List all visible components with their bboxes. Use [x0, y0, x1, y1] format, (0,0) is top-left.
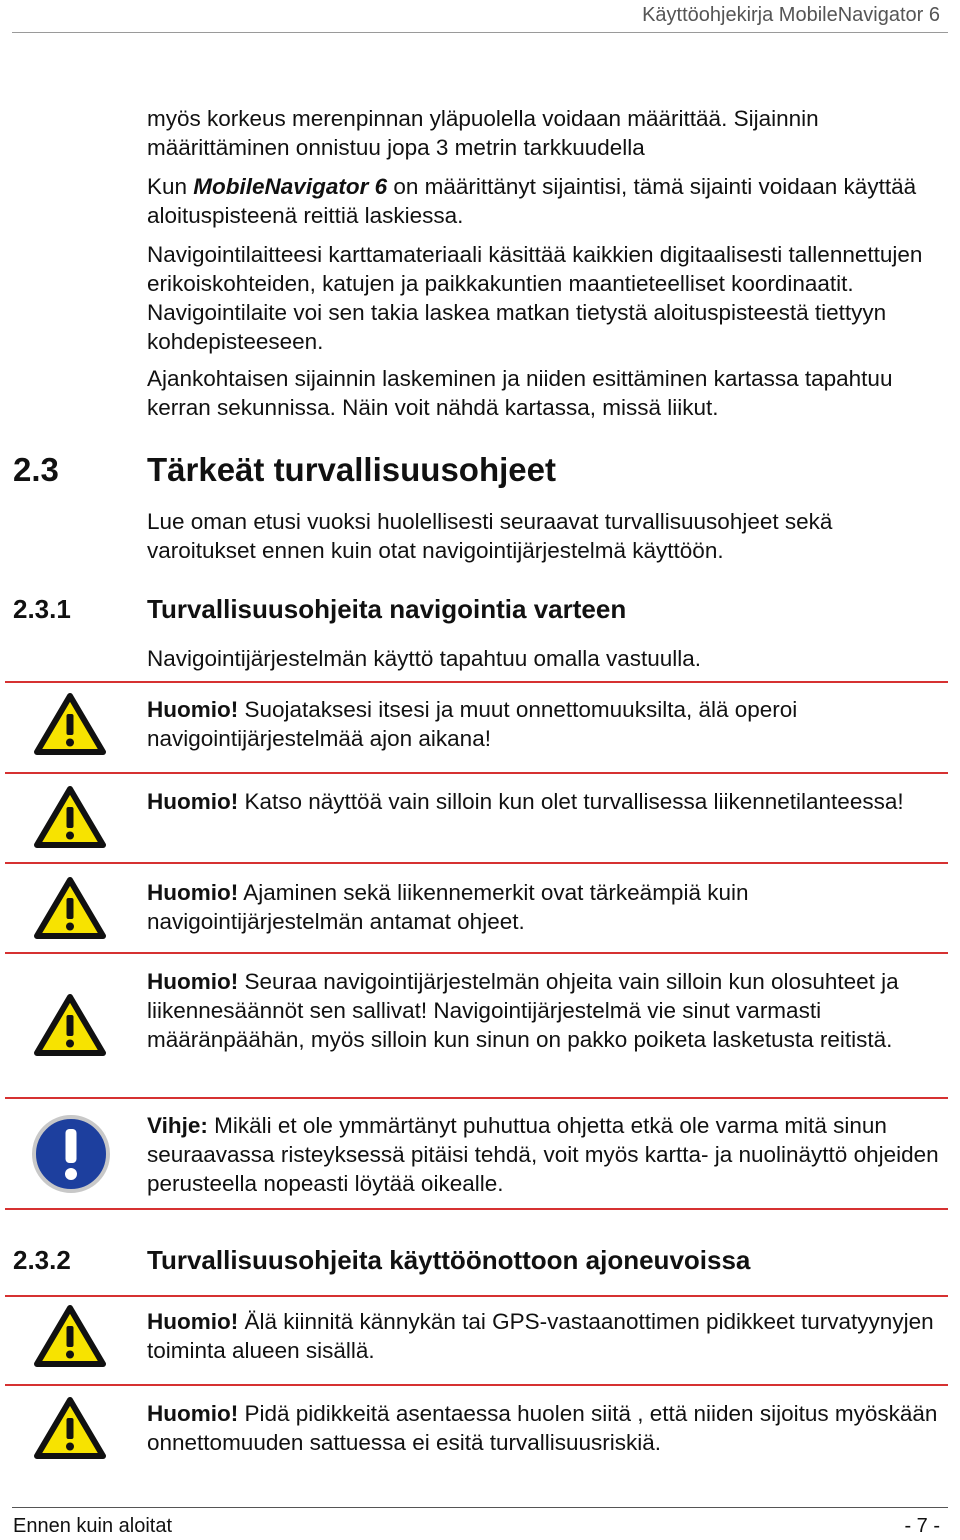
note-divider — [5, 1384, 948, 1386]
note-label: Huomio! — [147, 697, 239, 722]
section-2-3-2-title: Turvallisuusohjeita käyttöönottoon ajoneuvoissa — [147, 1245, 751, 1275]
note-text — [147, 695, 947, 753]
section-2-3-1-text: Navigointijärjestelmän käyttö tapahtuu omalla vastuulla. — [147, 646, 702, 671]
note-body: Katso näyttöä vain silloin kun olet turvallisessa liikennetilanteessa! — [238, 789, 904, 814]
section-2-3-title: Tärkeät turvallisuusohjeet — [147, 451, 556, 488]
product-name: MobileNavigator 6 — [193, 174, 388, 199]
footer-section-name: Ennen kuin aloitat — [13, 1515, 173, 1537]
section-2-3-text: Lue oman etusi vuoksi huolellisesti seuraavat turvallisuusohjeet sekä varoitukset ennen kuin otat navigointijärjestelmä käyttöön. — [147, 509, 833, 563]
note-body: Suojataksesi itsesi ja muut onnettomuuksilta, älä operoi navigointijärjestelmää ajon aikana! — [147, 697, 798, 751]
intro-p2-pre: Kun — [147, 174, 194, 199]
note-text — [147, 1399, 947, 1457]
section-2-3-1-title: Turvallisuusohjeita navigointia varteen — [147, 594, 627, 624]
header-rule — [12, 32, 948, 33]
note-text — [147, 1307, 947, 1365]
footer-rule — [12, 1507, 948, 1508]
intro-paragraph-4: Ajankohtaisen sijainnin laskeminen ja niiden esittäminen kartassa tapahtuu kerran sekunnissa. Näin voit nähdä kartassa, missä liikut. — [147, 366, 893, 420]
running-header: Käyttöohjekirja MobileNavigator 6 — [642, 4, 940, 26]
note-body: Pidä pidikkeitä asentaessa huolen siitä , että niiden sijoitus myöskään onnettomuuden sattuessa ei esitä turvallisuusriskiä. — [147, 1401, 938, 1455]
warning-triangle-icon — [34, 786, 106, 848]
note-divider — [5, 1208, 948, 1210]
note-text — [147, 878, 947, 936]
warning-triangle-icon — [34, 1305, 106, 1367]
note-body: Ajaminen sekä liikennemerkit ovat tärkeämpiä kuin navigointijärjestelmän antamat ohjeet. — [147, 880, 749, 934]
note-divider — [5, 952, 948, 954]
section-2-3-1-number: 2.3.1 — [13, 594, 71, 624]
warning-triangle-icon — [34, 1397, 106, 1459]
note-label: Huomio! — [147, 880, 239, 905]
page-number: - 7 - — [904, 1515, 940, 1537]
note-text — [147, 967, 947, 1054]
intro-paragraph-2 — [147, 172, 947, 230]
note-label: Huomio! — [147, 969, 239, 994]
note-divider — [5, 772, 948, 774]
intro-p2-post: on määrittänyt sijaintisi, tämä sijainti voidaan käyttää aloituspisteenä reittiä laskiessa. — [147, 174, 917, 228]
note-label: Vihje: — [147, 1113, 208, 1138]
note-label: Huomio! — [147, 1401, 239, 1426]
warning-triangle-icon — [34, 877, 106, 939]
note-label: Huomio! — [147, 789, 239, 814]
warning-triangle-icon — [34, 693, 106, 755]
note-text — [147, 787, 947, 816]
note-divider — [5, 1097, 948, 1099]
section-2-3-2-number: 2.3.2 — [13, 1245, 71, 1275]
info-exclamation-icon — [31, 1114, 111, 1194]
note-text — [147, 1111, 947, 1198]
warning-triangle-icon — [34, 994, 106, 1056]
intro-paragraph-3: Navigointilaitteesi karttamateriaali käsittää kaikkien digitaalisesti tallennettujen erikoiskohteiden, katujen ja paikkakuntien maantieteelliset koordinaatit. Navigointilaite voi sen takia laskea matkan tietystä aloituspisteestä tiettyyn kohdepisteeseen. — [147, 242, 923, 354]
note-divider — [5, 1295, 948, 1297]
section-2-3-number: 2.3 — [13, 451, 59, 488]
note-body: Älä kiinnitä kännykän tai GPS-vastaanottimen pidikkeet turvatyynyjen toiminta alueen sisällä. — [147, 1309, 934, 1363]
note-divider — [5, 681, 948, 683]
intro-paragraph-1: myös korkeus merenpinnan yläpuolella voidaan määrittää. Sijainnin määrittäminen onnistuu jopa 3 metrin tarkkuudella — [147, 106, 819, 160]
note-body: Seuraa navigointijärjestelmän ohjeita vain silloin kun olosuhteet ja liikennesäännöt sen sallivat! Navigointijärjestelmä vie sinut varmasti määränpäähän, myös silloin kun sinun on pakko poiketa lasketusta reitistä. — [147, 969, 899, 1052]
note-label: Huomio! — [147, 1309, 239, 1334]
note-divider — [5, 862, 948, 864]
note-body: Mikäli et ole ymmärtänyt puhuttua ohjetta etkä ole varma mitä sinun seuraavassa risteyksessä pitäisi tehdä, voit myös kartta- ja nuolinäyttö ohjeiden perusteella nopeasti löytää oikealle. — [147, 1113, 939, 1196]
